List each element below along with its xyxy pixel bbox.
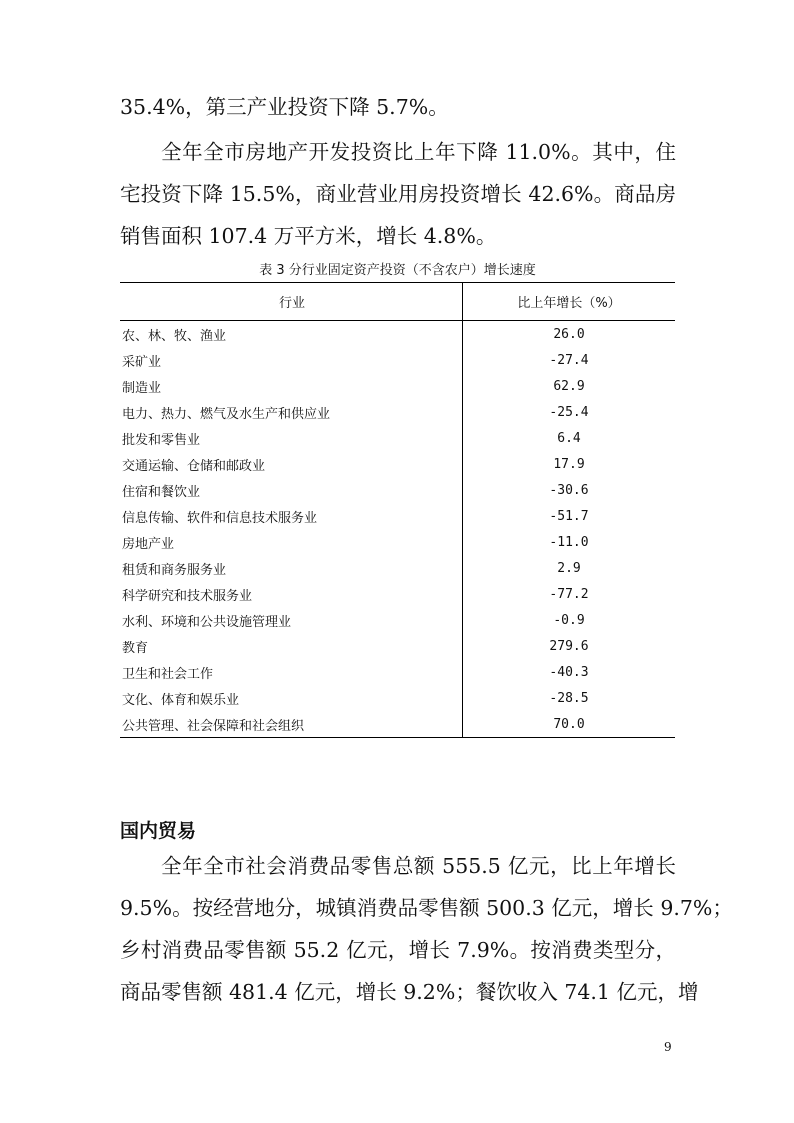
industry-cell: 水利、环境和公共设施管理业: [122, 614, 292, 630]
table-row: [120, 399, 675, 425]
industry-investment-table: [120, 282, 675, 738]
table-row: [120, 477, 675, 503]
growth-cell: -27.4: [463, 347, 676, 373]
table-row: [120, 503, 675, 529]
growth-cell: -28.5: [463, 685, 676, 711]
industry-cell: 批发和零售业: [122, 432, 201, 448]
growth-cell: 17.9: [463, 451, 676, 477]
growth-cell: 26.0: [463, 321, 676, 348]
industry-cell: 电力、热力、燃气及水生产和供应业: [122, 406, 331, 422]
growth-cell: -51.7: [463, 503, 676, 529]
page-number: 9: [664, 1040, 672, 1054]
text-line: 全年全市房地产开发投资比上年下降 11.0%。其中，住: [161, 140, 676, 164]
text-line: 宅投资下降 15.5%，商业营业用房投资增长 42.6%。商品房: [120, 182, 676, 206]
table-row: [120, 685, 675, 711]
table-row: [120, 373, 675, 399]
industry-cell: 信息传输、软件和信息技术服务业: [122, 510, 318, 526]
growth-cell: -25.4: [463, 399, 676, 425]
table-row: [120, 321, 675, 348]
table-header-row: [120, 283, 675, 321]
text-line: 销售面积 107.4 万平方米，增长 4.8%。: [120, 224, 497, 248]
table-row: [120, 555, 675, 581]
growth-cell: 70.0: [463, 711, 676, 738]
paragraph-investment-tail: [120, 86, 676, 128]
text-line: 全年全市社会消费品零售总额 555.5 亿元，比上年增长: [161, 854, 676, 878]
table-row: [120, 711, 675, 738]
growth-cell: -0.9: [463, 607, 676, 633]
text-line: 商品零售额 481.4 亿元，增长 9.2%；餐饮收入 74.1 亿元，增: [120, 980, 699, 1004]
text-line: 35.4%，第三产业投资下降 5.7%。: [120, 95, 449, 119]
industry-cell: 教育: [122, 640, 149, 656]
table-row: [120, 529, 675, 555]
industry-cell: 租赁和商务服务业: [122, 562, 227, 578]
table-row: [120, 581, 675, 607]
industry-cell: 交通运输、仓储和邮政业: [122, 458, 266, 474]
section-title-domestic-trade: 国内贸易: [120, 820, 197, 842]
industry-cell: 住宿和餐饮业: [122, 484, 201, 500]
growth-cell: 279.6: [463, 633, 676, 659]
industry-cell: 卫生和社会工作: [122, 666, 214, 682]
text-line: 乡村消费品零售额 55.2 亿元，增长 7.9%。按消费类型分，: [120, 938, 676, 962]
growth-cell: -11.0: [463, 529, 676, 555]
table-row: [120, 451, 675, 477]
industry-cell: 公共管理、社会保障和社会组织: [120, 711, 463, 738]
growth-cell: -30.6: [463, 477, 676, 503]
growth-cell: 2.9: [463, 555, 676, 581]
industry-cell: 房地产业: [122, 536, 175, 552]
table-row: [120, 633, 675, 659]
table-row: [120, 659, 675, 685]
paragraph-real-estate: [120, 131, 676, 257]
industry-cell: 采矿业: [122, 354, 162, 370]
industry-cell: 农、林、牧、渔业: [122, 328, 227, 344]
table-row: [120, 347, 675, 373]
growth-cell: -77.2: [463, 581, 676, 607]
growth-cell: 62.9: [463, 373, 676, 399]
header-growth: 比上年增长（%）: [463, 283, 676, 321]
table-caption: 表 3 分行业固定资产投资（不含农户）增长速度: [259, 263, 536, 278]
industry-cell: 科学研究和技术服务业: [122, 588, 253, 604]
text-line: 9.5%。按经营地分，城镇消费品零售额 500.3 亿元，增长 9.7%；: [120, 896, 733, 920]
growth-cell: -40.3: [463, 659, 676, 685]
paragraph-domestic-trade: [120, 845, 733, 1013]
industry-cell: 制造业: [122, 380, 162, 396]
growth-cell: 6.4: [463, 425, 676, 451]
industry-cell: 文化、体育和娱乐业: [122, 692, 240, 708]
table-row: [120, 607, 675, 633]
header-industry: 行业: [120, 283, 463, 321]
table-row: [120, 425, 675, 451]
